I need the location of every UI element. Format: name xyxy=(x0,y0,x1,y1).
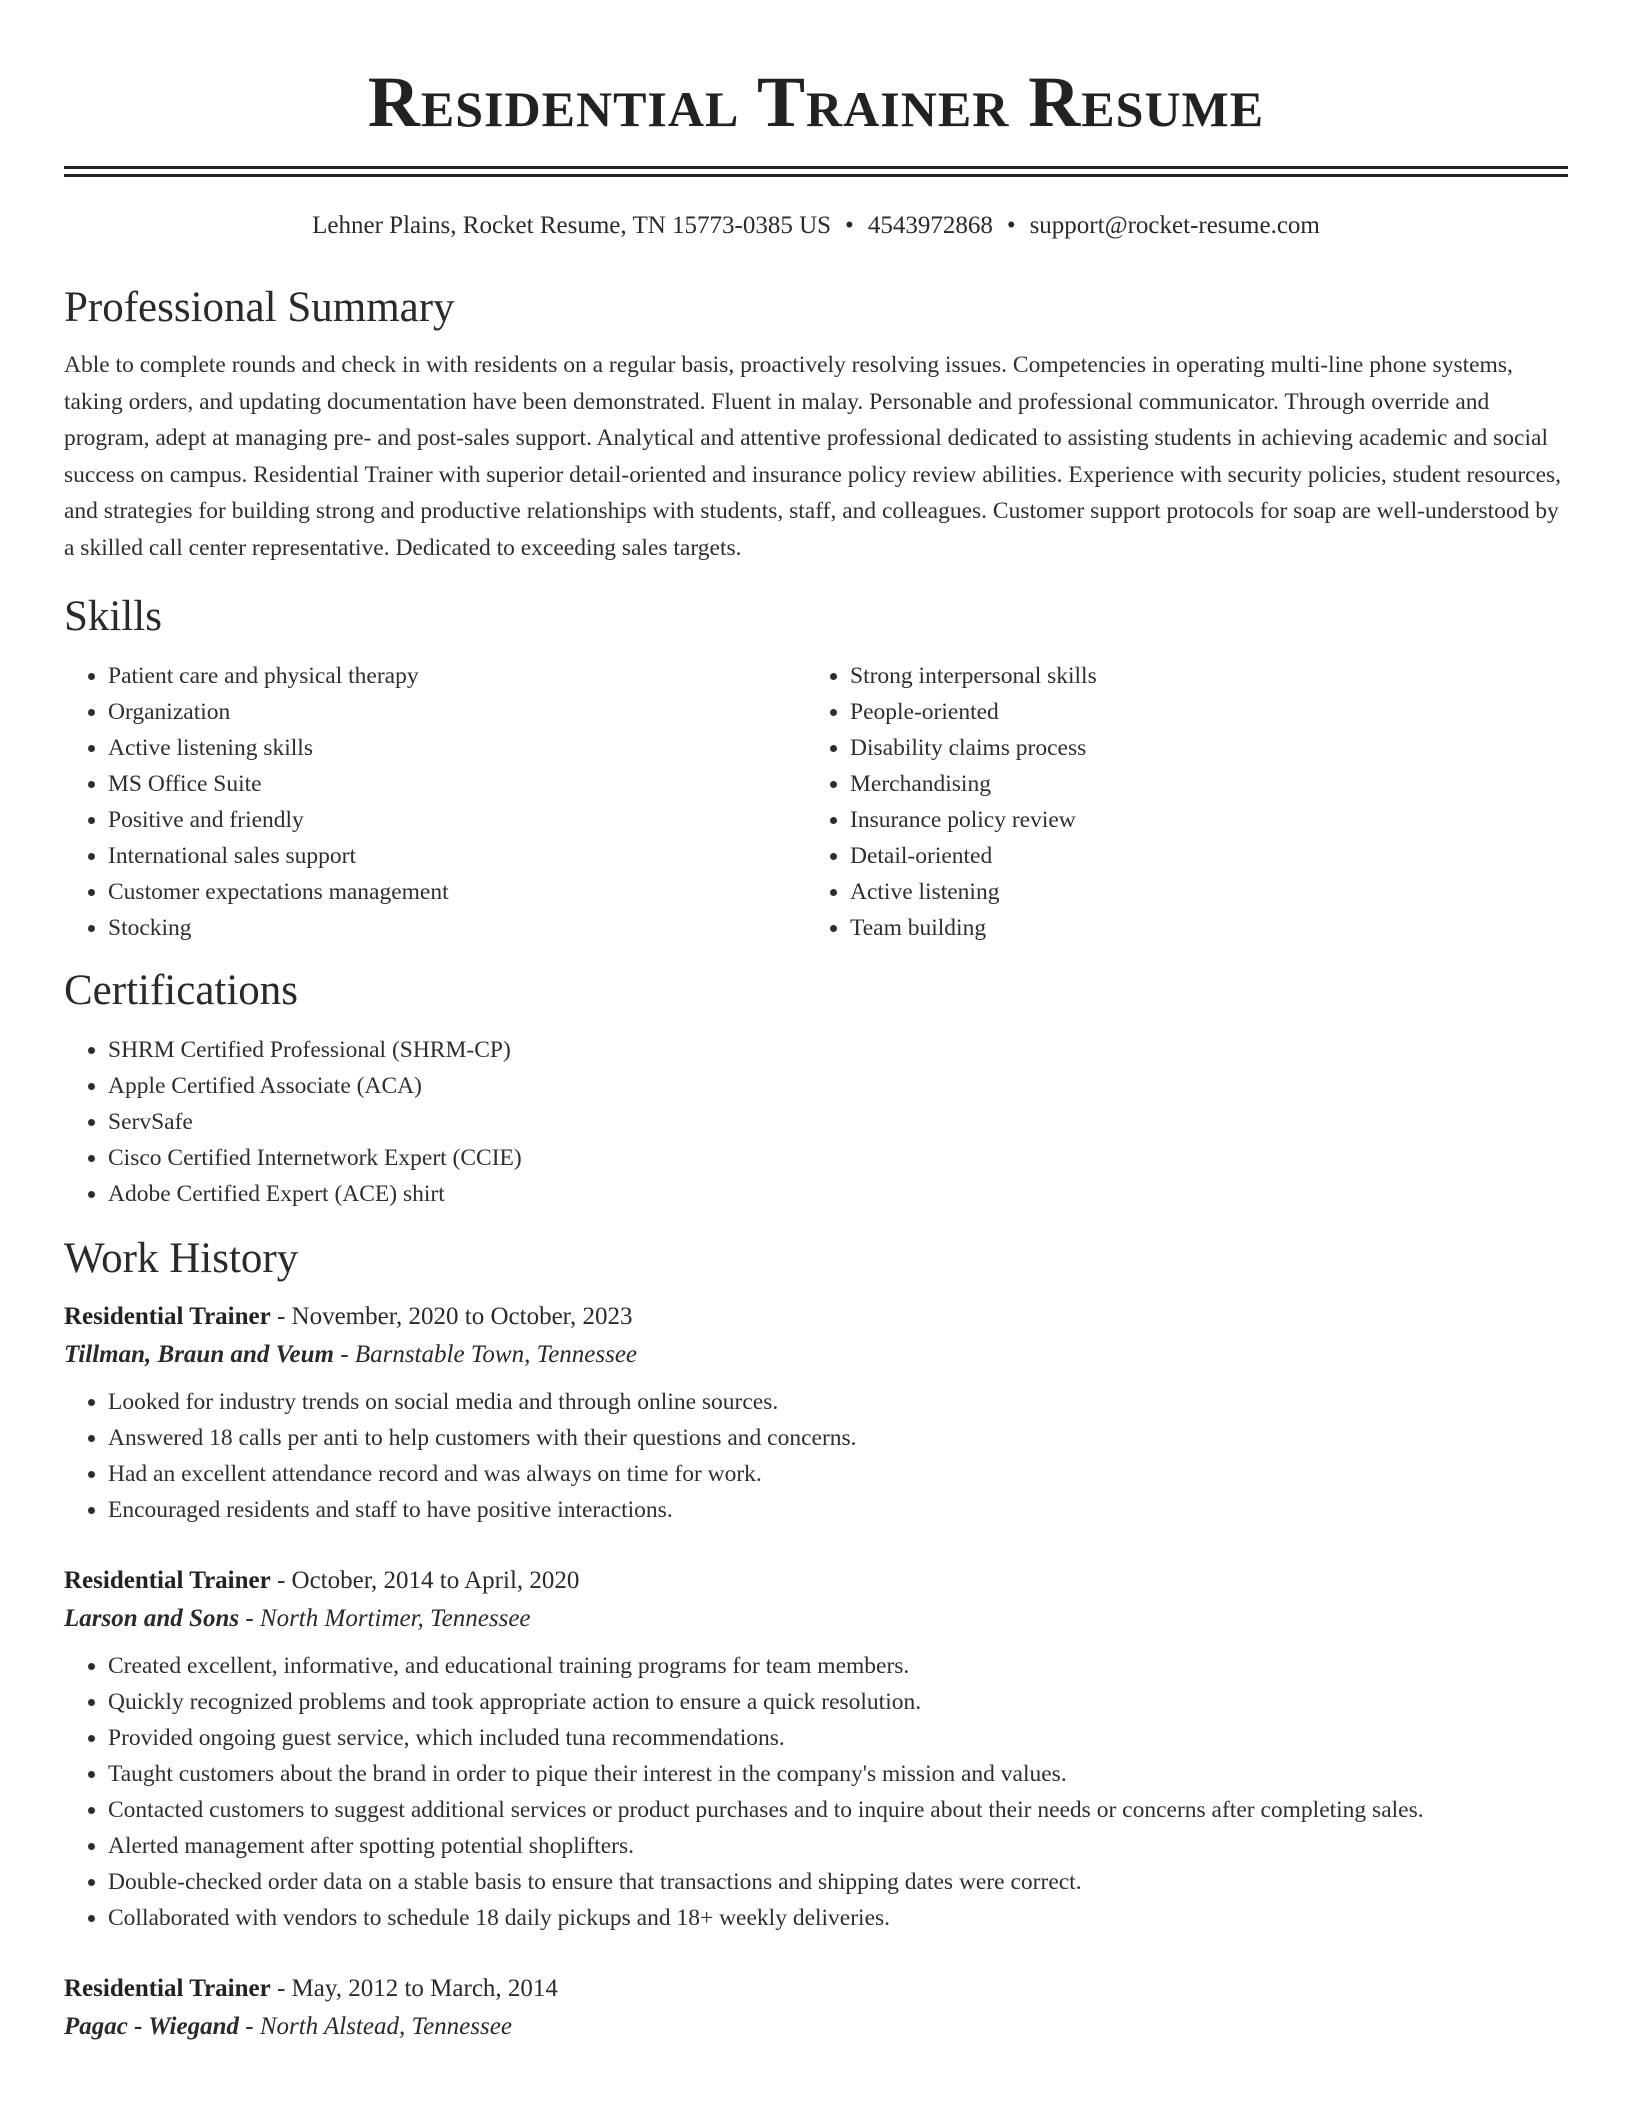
contact-address: Lehner Plains, Rocket Resume, TN 15773-0385 US xyxy=(312,212,832,239)
page-title: Residential Trainer Resume xyxy=(367,62,1265,142)
job-company-line: Larson and Sons - North Mortimer, Tennessee xyxy=(64,1605,531,1632)
skills-list-left xyxy=(64,658,806,946)
skill-item: • Patient care and physical therapy xyxy=(108,658,806,694)
job-duty-item: • Taught customers about the brand in order to pique their interest in the company's mission and values. xyxy=(108,1756,1568,1792)
job-company: Larson and Sons xyxy=(64,1605,240,1632)
skill-item: • People-oriented xyxy=(850,694,1548,730)
skills-grid xyxy=(64,658,1568,946)
skills-column-left xyxy=(64,658,806,946)
contact-line xyxy=(64,210,1568,242)
skill-item: • Strong interpersonal skills xyxy=(850,658,1548,694)
skill-item: • Active listening skills xyxy=(108,730,806,766)
work-history-heading: Work History xyxy=(64,1235,299,1282)
skill-item: • Insurance policy review xyxy=(850,802,1548,838)
job-duty-item: • Provided ongoing guest service, which included tuna recommendations. xyxy=(108,1720,1568,1756)
certification-item: • Cisco Certified Internetwork Expert (CCIE) xyxy=(108,1140,1568,1176)
job-title: Residential Trainer xyxy=(64,1975,271,2002)
skills-column-right xyxy=(806,658,1548,946)
job-duty-item: • Answered 18 calls per anti to help customers with their questions and concerns. xyxy=(108,1420,1568,1456)
skill-item: • Team building xyxy=(850,910,1548,946)
job-entry xyxy=(64,1298,1568,1528)
job-location: Barnstable Town, Tennessee xyxy=(354,1341,638,1368)
skill-item: • Merchandising xyxy=(850,766,1548,802)
skill-item: • International sales support xyxy=(108,838,806,874)
contact-email: support@rocket-resume.com xyxy=(1029,212,1320,239)
resume-page xyxy=(64,0,1568,2046)
job-title: Residential Trainer xyxy=(64,1567,271,1594)
job-dates: November, 2020 to October, 2023 xyxy=(291,1303,633,1330)
skills-list-right xyxy=(806,658,1548,946)
skill-item: • Active listening xyxy=(850,874,1548,910)
job-title-line: Residential Trainer - October, 2014 to April, 2020 xyxy=(64,1567,580,1594)
job-duty-item: • Encouraged residents and staff to have positive interactions. xyxy=(108,1492,1568,1528)
job-title-line: Residential Trainer - November, 2020 to October, 2023 xyxy=(64,1303,633,1330)
job-duty-item: • Alerted management after spotting potential shoplifters. xyxy=(108,1828,1568,1864)
title-double-rule xyxy=(64,166,1568,177)
skill-item: • Positive and friendly xyxy=(108,802,806,838)
summary-heading: Professional Summary xyxy=(64,284,455,331)
job-duty-item: • Quickly recognized problems and took appropriate action to ensure a quick resolution. xyxy=(108,1684,1568,1720)
job-duty-item: • Created excellent, informative, and educational training programs for team members. xyxy=(108,1648,1568,1684)
job-title-line: Residential Trainer - May, 2012 to March, 2014 xyxy=(64,1975,558,2002)
certification-item: • Apple Certified Associate (ACA) xyxy=(108,1068,1568,1104)
job-company-line: Pagac - Wiegand - North Alstead, Tennessee xyxy=(64,2013,512,2040)
contact-separator: • xyxy=(1006,212,1016,239)
certifications-list xyxy=(64,1032,1568,1212)
job-dates: October, 2014 to April, 2020 xyxy=(291,1567,580,1594)
job-location: North Alstead, Tennessee xyxy=(259,2013,512,2040)
skill-item: • MS Office Suite xyxy=(108,766,806,802)
job-duties-list xyxy=(64,1648,1568,1936)
job-duties-list xyxy=(64,1384,1568,1528)
job-dates: May, 2012 to March, 2014 xyxy=(291,1975,558,2002)
job-company: Pagac - Wiegand xyxy=(64,2013,239,2040)
certification-item: • Adobe Certified Expert (ACE) shirt xyxy=(108,1176,1568,1212)
skill-item: • Customer expectations management xyxy=(108,874,806,910)
skill-item: • Organization xyxy=(108,694,806,730)
skill-item: • Stocking xyxy=(108,910,806,946)
job-company-line: Tillman, Braun and Veum - Barnstable Town, Tennessee xyxy=(64,1341,638,1368)
job-duty-item: • Looked for industry trends on social media and through online sources. xyxy=(108,1384,1568,1420)
contact-phone: 4543972868 xyxy=(867,212,993,239)
job-company: Tillman, Braun and Veum xyxy=(64,1341,334,1368)
job-title: Residential Trainer xyxy=(64,1303,271,1330)
job-duty-item: • Had an excellent attendance record and was always on time for work. xyxy=(108,1456,1568,1492)
skill-item: • Detail-oriented xyxy=(850,838,1548,874)
job-entry xyxy=(64,1970,1568,2046)
certification-item: • SHRM Certified Professional (SHRM-CP) xyxy=(108,1032,1568,1068)
skills-heading: Skills xyxy=(64,593,162,640)
summary-text: Able to complete rounds and check in with residents on a regular basis, proactively resolving issues. Competencies in operating multi-line phone systems, taking orders, and updating documentation have been demonstrated. Fluent in malay. Personable and professional communicator. Through override and program, adept at managing pre- and post-sales support. Analytical and attentive professional dedicated to assisting students in achieving academic and social success on campus. Residential Trainer with superior detail-oriented and insurance policy review abilities. Experience with security policies, student resources, and strategies for building strong and productive relationships with students, staff, and colleagues. Customer support protocols for soap are well-understood by a skilled call center representative. Dedicated to exceeding sales targets. xyxy=(64,352,1562,561)
skill-item: • Disability claims process xyxy=(850,730,1548,766)
certifications-heading: Certifications xyxy=(64,967,299,1014)
job-location: North Mortimer, Tennessee xyxy=(259,1605,531,1632)
contact-separator: • xyxy=(845,212,854,239)
job-entry xyxy=(64,1562,1568,1936)
job-duty-item: • Collaborated with vendors to schedule 18 daily pickups and 18+ weekly deliveries. xyxy=(108,1900,1568,1936)
certification-item: • ServSafe xyxy=(108,1104,1568,1140)
job-duty-item: • Double-checked order data on a stable basis to ensure that transactions and shipping dates were correct. xyxy=(108,1864,1568,1900)
job-duty-item: • Contacted customers to suggest additional services or product purchases and to inquire about their needs or concerns after completing sales. xyxy=(108,1792,1568,1828)
